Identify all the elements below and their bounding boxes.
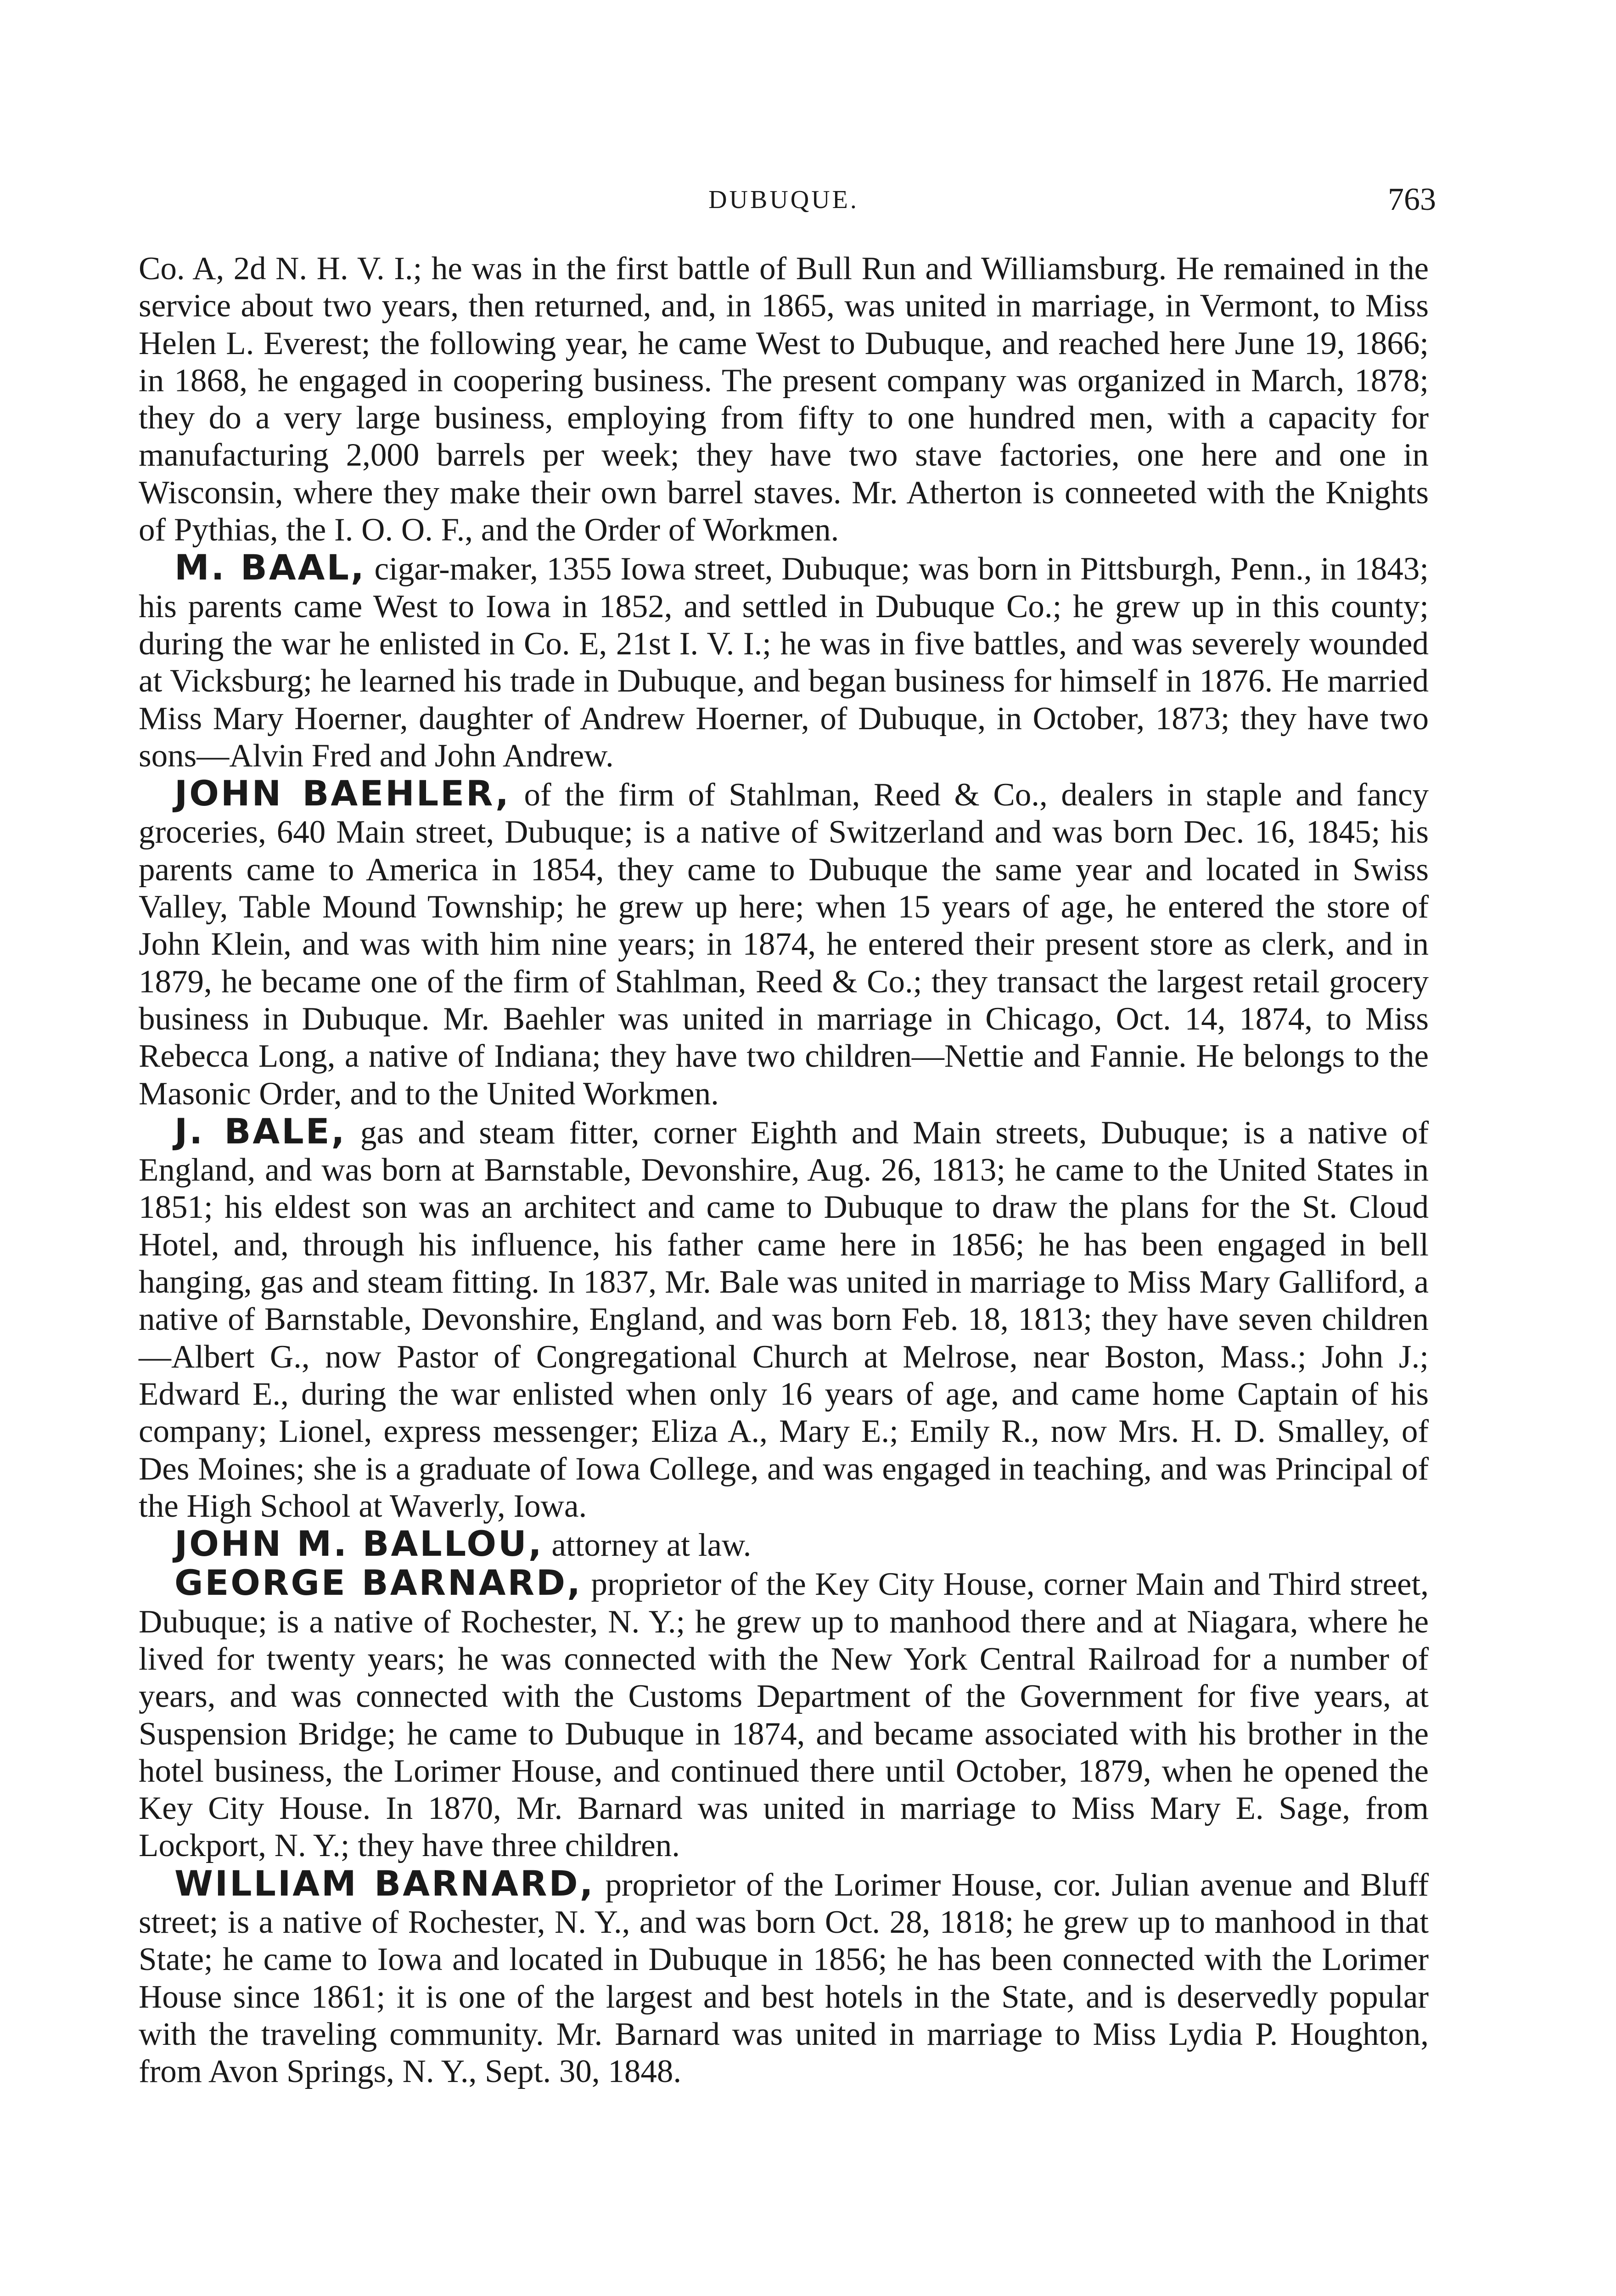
entry-name: J. BALE,	[174, 1110, 347, 1152]
entry-george-barnard	[139, 1564, 1429, 1864]
entry-name: GEORGE BARNARD,	[174, 1562, 582, 1604]
entry-ballou	[139, 1525, 1429, 1564]
running-head	[139, 181, 1436, 223]
entry-baal	[139, 549, 1429, 775]
entry-name: JOHN M. BALLOU,	[174, 1523, 544, 1564]
entry-name: WILLIAM BARNARD,	[174, 1863, 595, 1904]
entry-text: gas and steam fitter, corner Eighth and Main streets, Dubuque; is a native of England, and was born at Barnstable, Devonshire, Aug. 26, 1813; he came to the United States in 1851; his eldest son was an architect and came to Dubuque to draw the plans for the St. Cloud Hotel, and, through his influence, his father came here in 1856; he has been engaged in bell hanging, gas and steam fitting. In 1837, Mr. Bale was united in marriage to Miss Mary Galliford, a native of Barnstable, Devonshire, England, and was born Feb. 18, 1813; they have seven children—Albert G., now Pastor of Congregational Church at Melrose, near Boston, Mass.; John J.; Edward E., during the war enlisted when only 16 years of age, and came home Captain of his company; Lionel, express messenger; Eliza A., Mary E.; Emily R., now Mrs. H. D. Smalley, of Des Moines; she is a graduate of Iowa College, and was engaged in teaching, and was Principal of the High School at Waverly, Iowa.	[139, 1114, 1429, 1524]
entry-baehler	[139, 775, 1429, 1113]
entry-text: cigar-maker, 1355 Iowa street, Dubuque; was born in Pittsburgh, Penn., in 1843; his parents came West to Iowa in 1852, and settled in Dubuque Co.; he grew up in this county; during the war he enlisted in Co. E, 21st I. V. I.; he was in five battles, and was severely wounded at Vicksburg; he learned his trade in Dubuque, and began business for himself in 1876. He married Miss Mary Hoerner, daughter of Andrew Hoerner, of Dubuque, in October, 1873; they have two sons—Alvin Fred and John Andrew.	[139, 551, 1429, 774]
entry-bale	[139, 1110, 1429, 1525]
entry-text: proprietor of the Lorimer House, cor. Julian avenue and Bluff street; is a native of Rochester, N. Y., and was born Oct. 28, 1818; he grew up to manhood in that State; he came to Iowa and located in Dubuque in 1856; he has been connected with the Lorimer House since 1861; it is one of the largest and best hotels in the State, and is deservedly popular with the traveling community. Mr. Barnard was united in marriage to Miss Lydia P. Houghton, from Avon Springs, N. Y., Sept. 30, 1848.	[139, 1867, 1429, 2090]
entry-continued	[139, 250, 1429, 549]
running-title: DUBUQUE.	[708, 186, 859, 214]
entry-name: M. BAAL,	[174, 547, 366, 588]
entry-text: Co. A, 2d N. H. V. I.; he was in the first battle of Bull Run and Williamsburg. He remained in the service about two years, then returned, and, in 1865, was united in marriage, in Vermont, to Miss Helen L. Everest; the following year, he came West to Dubuque, and reached here June 19, 1866; in 1868, he engaged in coopering business. The present company was organized in March, 1878; they do a very large business, employing from fifty to one hundred men, with a capacity for manufacturing 2,000 barrels per week; they have two stave factories, one here and one in Wisconsin, where they make their own barrel staves. Mr. Atherton is conneeted with the Knights of Pythias, the I. O. O. F., and the Order of Workmen.	[139, 251, 1429, 548]
body-text	[139, 250, 1429, 2091]
entry-text: proprietor of the Key City House, corner Main and Third street, Dubuque; is a native of Rochester, N. Y.; he grew up to manhood there and at Niagara, where he lived for twenty years; he was connected with the New York Central Railroad for a number of years, and was connected with the Customs Department of the Government for five years, at Suspension Bridge; he came to Dubuque in 1874, and became associated with his brother in the hotel business, the Lorimer House, and continued there until October, 1879, when he opened the Key City House. In 1870, Mr. Barnard was united in marriage to Miss Mary E. Sage, from Lockport, N. Y.; they have three children.	[139, 1566, 1429, 1864]
entry-text: attorney at law.	[551, 1527, 752, 1564]
page-number: 763	[1388, 182, 1436, 217]
entry-name: JOHN BAEHLER,	[174, 773, 511, 814]
entry-william-barnard	[139, 1865, 1429, 2091]
entry-text: of the firm of Stahlman, Reed & Co., dealers in staple and fancy groceries, 640 Main street, Dubuque; is a native of Switzerland and was born Dec. 16, 1845; his parents came to America in 1854, they came to Dubuque the same year and located in Swiss Valley, Table Mound Township; he grew up here; when 15 years of age, he entered the store of John Klein, and was with him nine years; in 1874, he entered their present store as clerk, and in 1879, he became one of the firm of Stahlman, Reed & Co.; they transact the largest retail grocery business in Dubuque. Mr. Baehler was united in marriage in Chicago, Oct. 14, 1874, to Miss Rebecca Long, a native of Indiana; they have two children—Nettie and Fannie. He belongs to the Masonic Order, and to the United Workmen.	[139, 777, 1429, 1112]
